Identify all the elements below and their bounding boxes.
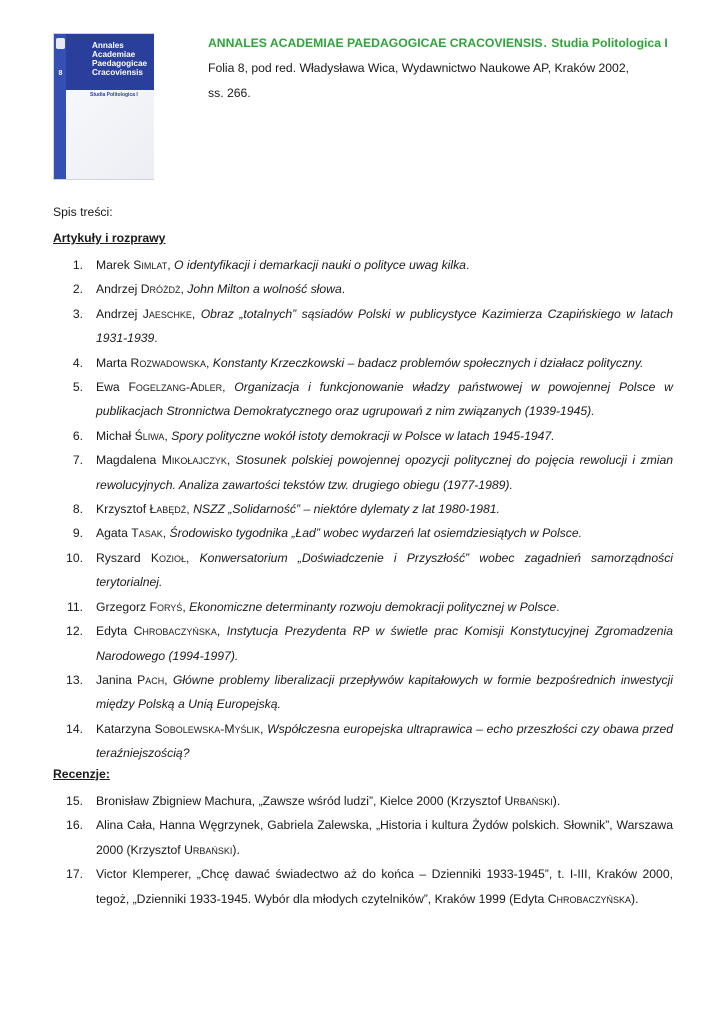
- cover-title-line: Cracoviensis: [92, 68, 143, 77]
- article-title: Konstanty Krzeczkowski – badacz problemów społecznych i działacz polityczny.: [212, 355, 644, 370]
- author-first-name: Edyta: [96, 624, 134, 639]
- item-separator: ,: [182, 599, 190, 614]
- reviewer-surname: Urbański: [184, 842, 233, 857]
- section-heading-articles: Artykuły i rozprawy: [53, 231, 166, 245]
- item-number: 9.: [72, 526, 83, 541]
- article-title: Stosunek polskiej powojennej opozycji politycznej do pojęcia rewolucji i zmian rewolucyjnych. Analiza zawartości tekstów tzw. drugiego obiegu (1977-1989).: [96, 453, 673, 492]
- reviews-list: [53, 789, 673, 911]
- item-separator: ,: [186, 502, 194, 517]
- list-item: [53, 375, 673, 424]
- author-first-name: Andrzej: [96, 282, 141, 297]
- article-title: Instytucja Prezydenta RP w świetle prac Komisji Konstytucyjnej Zgromadzenia Narodowego (1994-1997).: [96, 624, 673, 663]
- item-number: 10.: [66, 550, 83, 565]
- article-title: John Milton a wolność słowa: [187, 282, 342, 297]
- cover-title-line: Annales: [92, 41, 124, 50]
- author-first-name: Agata: [96, 526, 132, 541]
- item-separator: ,: [164, 428, 172, 443]
- list-item: [53, 253, 673, 277]
- author-first-name: Ewa: [96, 380, 129, 395]
- list-item: [53, 717, 673, 766]
- review-text: Victor Klemperer, „Chcę dawać świadectwo aż do końca – Dzienniki 1933-1945”, t. I-III, Kraków 2000, tegoż, „Dzienniki 1933-1945. Wybór dla młodych czytelników”, Kraków 1999 (Edyta: [96, 867, 673, 906]
- item-number: 1.: [72, 258, 83, 272]
- contents-label: Spis treści:: [53, 205, 113, 219]
- item-suffix: .: [465, 258, 470, 272]
- author-first-name: Janina: [96, 672, 138, 687]
- page-count: ss. 266.: [208, 86, 251, 100]
- author-surname: Chrobaczyńska: [133, 624, 217, 639]
- item-separator: ,: [186, 550, 200, 565]
- author-surname: Mikołajczyk: [161, 453, 227, 468]
- article-title: Współczesna europejska ultraprawica – echo przeszłości czy obawa przed teraźniejszością?: [96, 721, 673, 761]
- item-number: 14.: [66, 721, 83, 736]
- article-title: O identyfikacji i demarkacji nauki o polityce uwag kilka: [174, 258, 466, 272]
- author-first-name: Ryszard: [96, 550, 151, 565]
- cover-title: [92, 41, 154, 77]
- author-surname: Dróżdż: [140, 282, 181, 297]
- journal-name: ANNALES ACADEMIAE PAEDAGOGICAE CRACOVIENSIS: [208, 36, 543, 50]
- article-title: Ekonomiczne determinanty rozwoju demokracji politycznej w Polsce: [189, 599, 557, 614]
- item-separator: ,: [167, 258, 174, 272]
- author-first-name: Katarzyna: [96, 721, 155, 736]
- university-seal-icon: [56, 38, 65, 49]
- publication-header: [208, 31, 678, 106]
- list-item: [53, 595, 673, 619]
- list-item: [53, 619, 673, 668]
- list-item: [53, 546, 673, 595]
- item-suffix: .: [556, 599, 560, 614]
- author-first-name: Marta: [96, 355, 131, 370]
- article-title: Organizacja i funkcjonowanie władzy państwowej w powojennej Polsce w publikacjach Stronnictwa Demokratycznego oraz ugrupowań z nim związanych (1939-1945).: [96, 380, 673, 419]
- section-heading-colon: :: [105, 767, 110, 781]
- article-title: Konwersatorium „Doświadczenie i Przyszłość” wobec zagadnień samorządności terytorialnej.: [96, 550, 673, 590]
- author-first-name: Marek: [96, 258, 134, 272]
- item-suffix: .: [341, 282, 346, 297]
- item-separator: ,: [164, 672, 173, 687]
- article-title: Spory polityczne wokół istoty demokracji w Polsce w latach 1945-1947.: [171, 428, 555, 443]
- list-item: [53, 351, 673, 375]
- item-number: 12.: [66, 624, 83, 639]
- cover-volume-number: 8: [58, 70, 63, 77]
- item-number: 4.: [72, 355, 83, 370]
- author-surname: Sobolewska-Myślik: [154, 721, 260, 736]
- item-number: 13.: [66, 672, 83, 687]
- item-number: 11.: [66, 599, 83, 614]
- item-separator: ,: [222, 380, 235, 395]
- author-surname: Jaeschke: [142, 306, 192, 321]
- cover-lower-panel: [66, 90, 154, 179]
- item-separator: ,: [260, 721, 268, 736]
- author-surname: Tasak: [131, 526, 163, 541]
- item-number: 5.: [72, 380, 83, 395]
- list-item: [53, 813, 673, 862]
- author-surname: Kozioł: [150, 550, 186, 565]
- author-surname: Pach: [137, 672, 165, 687]
- item-suffix: ).: [631, 891, 639, 906]
- section-heading-reviews: [53, 767, 110, 781]
- item-number: 3.: [72, 306, 83, 321]
- journal-title: ANNALES ACADEMIAE PAEDAGOGICAE CRACOVIENSIS. Studia Politologica I: [208, 36, 668, 50]
- item-number: 15.: [66, 794, 83, 808]
- item-separator: ,: [180, 282, 188, 297]
- author-first-name: Magdalena: [96, 453, 162, 468]
- item-separator: ,: [226, 453, 236, 468]
- cover-series: Studia Politologica I: [90, 92, 138, 98]
- journal-series: Studia Politologica I: [551, 36, 668, 50]
- item-number: 2.: [72, 282, 83, 297]
- author-first-name: Krzysztof: [96, 502, 150, 517]
- item-number: 16.: [66, 818, 83, 833]
- article-title: Obraz „totalnych” sąsiadów Polski w publicystyce Kazimierza Czapińskiego w latach 1931-1939: [96, 306, 673, 346]
- cover-spine-strip: [54, 34, 66, 179]
- review-text: Bronisław Zbigniew Machura, „Zawsze wśród ludzi”, Kielce 2000 (Krzysztof: [96, 794, 505, 808]
- review-text: Alina Cała, Hanna Węgrzynek, Gabriela Zalewska, „Historia i kultura Żydów polskich. Słownik”, Warszawa 2000 (Krzysztof: [96, 818, 673, 857]
- item-number: 7.: [72, 453, 83, 468]
- item-separator: ,: [191, 306, 201, 321]
- list-item: [53, 668, 673, 717]
- list-item: [53, 497, 673, 521]
- author-surname: Fogelzang-Adler: [128, 380, 223, 395]
- reviewer-surname: Urbański: [504, 794, 553, 808]
- cover-title-line: Academiae: [92, 50, 136, 59]
- author-surname: Rozwadowska: [130, 355, 207, 370]
- author-first-name: Andrzej: [96, 306, 143, 321]
- item-suffix: ).: [552, 794, 561, 808]
- publication-details: Folia 8, pod red. Władysława Wica, Wydawnictwo Naukowe AP, Kraków 2002,: [208, 61, 630, 75]
- cover-title-line: Paedagogicae: [92, 59, 148, 68]
- article-title: Środowisko tygodnika „Ład” wobec wydarzeń lat osiemdziesiątych w Polsce.: [169, 526, 583, 541]
- book-cover-image: [53, 33, 154, 180]
- author-surname: Simlat: [133, 258, 168, 272]
- item-suffix: ).: [232, 842, 240, 857]
- item-number: 8.: [72, 502, 83, 517]
- author-surname: Foryś: [149, 599, 183, 614]
- list-item: [53, 862, 673, 911]
- list-item: [53, 521, 673, 545]
- author-first-name: Grzegorz: [96, 599, 150, 614]
- articles-list: [53, 253, 673, 766]
- author-surname: Śliwa: [134, 428, 165, 443]
- item-separator: ,: [162, 526, 170, 541]
- article-title: Główne problemy liberalizacji przepływów kapitałowych w formie bezpośrednich inwestycji między Polską a Unią Europejską.: [96, 672, 673, 712]
- item-suffix: .: [154, 331, 158, 346]
- reviewer-surname: Chrobaczyńska: [547, 891, 632, 906]
- item-number: 17.: [66, 867, 83, 882]
- author-first-name: Michał: [96, 428, 135, 443]
- section-heading-text: Recenzje: [53, 767, 106, 781]
- item-number: 6.: [72, 428, 83, 443]
- list-item: [53, 277, 673, 301]
- item-separator: ,: [206, 355, 213, 370]
- item-separator: ,: [216, 624, 227, 639]
- list-item: [53, 302, 673, 351]
- list-item: [53, 448, 673, 497]
- list-item: [53, 789, 673, 813]
- article-title: NSZZ „Solidarność” – niektóre dylematy z lat 1980-1981.: [193, 502, 500, 517]
- list-item: [53, 424, 673, 448]
- author-surname: Łabędź: [149, 502, 187, 517]
